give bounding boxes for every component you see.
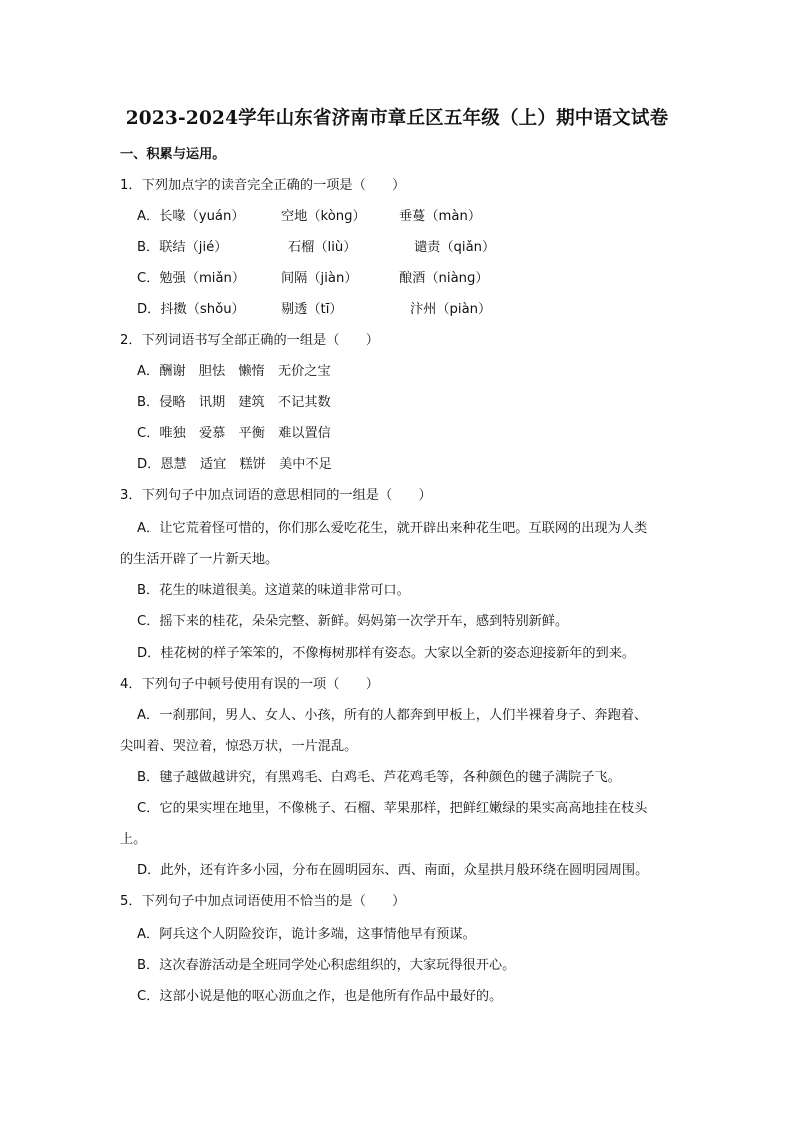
- q1-option-c-word2: 间隔（jiàn）: [281, 271, 358, 286]
- q5-option-c: C．这部小说是他的呕心沥血之作，也是他所有作品中最好的。: [137, 989, 503, 1004]
- q3-option-c: C．摇下来的桂花，朵朵完整、新鲜。妈妈第一次学开车，感到特别新鲜。: [137, 614, 569, 629]
- q1-option-a-word3: 垂蔓（màn）: [399, 209, 482, 224]
- question-2-stem: 2．下列词语书写全部正确的一组是（ ）: [120, 333, 379, 348]
- q4-option-b: B．毽子越做越讲究，有黑鸡毛、白鸡毛、芦花鸡毛等，各种颜色的毽子满院子飞。: [137, 770, 621, 785]
- q2-option-a: A．酬谢 胆怯 懒惰 无价之宝: [137, 364, 331, 379]
- q5-option-a: A．阿兵这个人阴险狡诈，诡计多端，这事情他早有预谋。: [137, 927, 476, 942]
- q1-option-d-word2: 剔透（tī）: [281, 302, 343, 317]
- q1-option-a-word2: 空地（kònɡ）: [281, 209, 366, 224]
- q4-option-a: A．一刹那间，男人、女人、小孩，所有的人都奔到甲板上，人们半裸着身子、奔跑着、: [137, 708, 648, 723]
- q1-option-c-word3: 酿酒（niànɡ）: [399, 271, 489, 286]
- q1-option-b-word2: 石榴（liù）: [288, 240, 357, 255]
- q4-option-d: D．此外，还有许多小园，分布在圆明园东、西、南面，众星拱月般环绕在圆明园周围。: [137, 863, 649, 878]
- q5-option-b: B．这次春游活动是全班同学处心积虑组织的，大家玩得很开心。: [137, 958, 516, 973]
- section-heading: 一、积累与运用。: [120, 147, 226, 162]
- q3-option-b: B．花生的味道很美。这道菜的味道非常可口。: [137, 583, 410, 598]
- q3-option-d: D．桂花树的样子笨笨的，不像梅树那样有姿态。大家以全新的姿态迎接新年的到来。: [137, 646, 636, 661]
- q1-option-b: B．联结（jié）: [137, 240, 228, 255]
- question-3-stem: 3．下列句子中加点词语的意思相同的一组是（ ）: [120, 488, 432, 503]
- q2-option-d: D．恩慧 适宜 糕饼 美中不足: [137, 457, 332, 472]
- q1-option-c: C．勉强（miǎn）: [137, 271, 246, 286]
- q2-option-b: B．侵略 讯期 建筑 不记其数: [137, 395, 331, 410]
- q3-option-a: A．让它荒着怪可惜的，你们那么爱吃花生，就开辟出来种花生吧。互联网的出现为人类: [137, 521, 648, 536]
- q2-option-c: C．唯独 爱慕 平衡 难以置信: [137, 426, 331, 441]
- q1-option-d-word3: 汴州（piàn）: [410, 302, 492, 317]
- q1-option-d: D．抖擞（shǒu）: [137, 302, 245, 317]
- question-5-stem: 5．下列句子中加点词语使用不恰当的是（ ）: [120, 894, 406, 909]
- q4-option-c-cont: 上。: [120, 832, 147, 847]
- q4-option-a-cont: 尖叫着、哭泣着，惊恐万状，一片混乱。: [120, 739, 358, 754]
- question-1-stem: 1．下列加点字的读音完全正确的一项是（ ）: [120, 178, 406, 193]
- page-title: 2023-2024学年山东省济南市章丘区五年级（上）期中语文试卷: [125, 108, 669, 129]
- q4-option-c: C．它的果实埋在地里，不像桃子、石榴、苹果那样，把鲜红嫩绿的果实高高地挂在枝头: [137, 801, 648, 816]
- q1-option-b-word3: 谴责（qiǎn）: [414, 240, 496, 255]
- question-4-stem: 4．下列句子中顿号使用有误的一项（ ）: [120, 677, 379, 692]
- q1-option-a: A．长喙（yuán）: [137, 209, 245, 224]
- q3-option-a-cont: 的生活开辟了一片新天地。: [120, 552, 279, 567]
